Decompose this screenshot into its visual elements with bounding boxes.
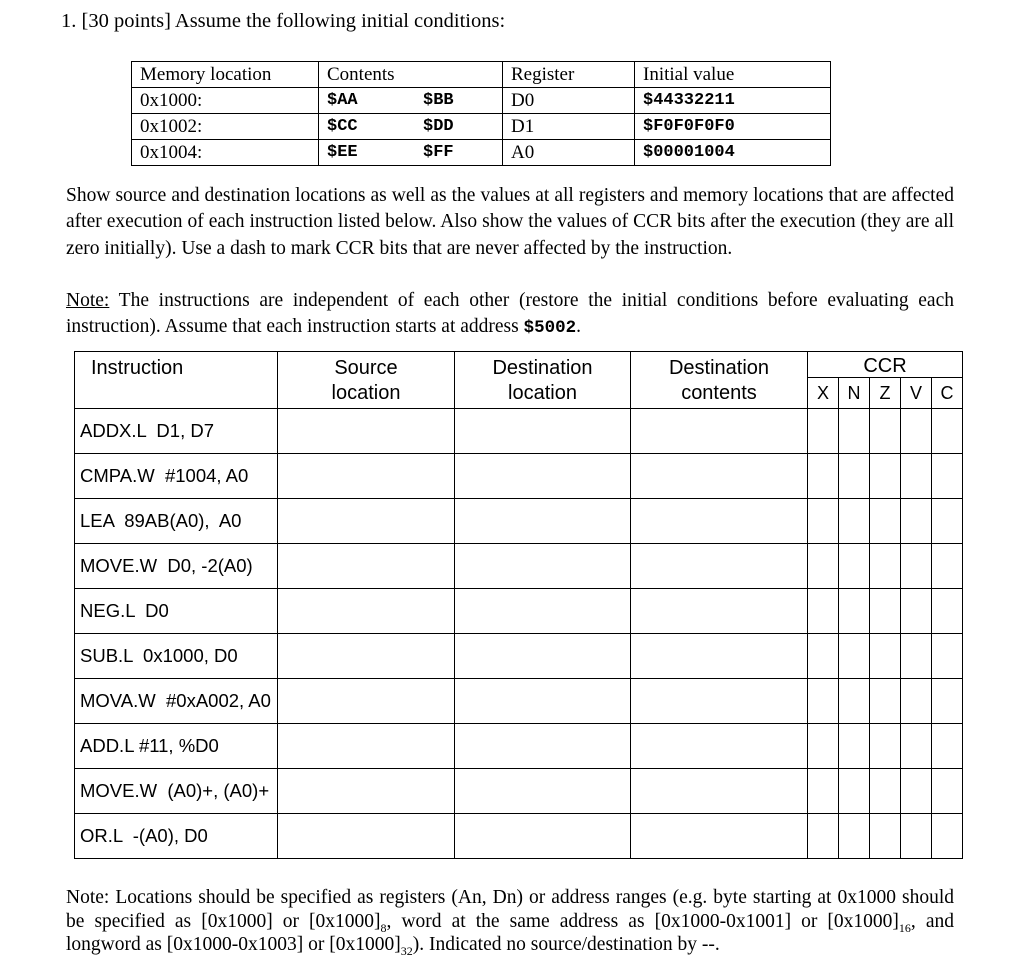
destination-cell[interactable] <box>455 544 631 589</box>
destination-cell[interactable] <box>455 724 631 769</box>
ccr-v-cell[interactable] <box>901 724 932 769</box>
note-label: Note: <box>66 290 110 311</box>
source-cell[interactable] <box>278 409 455 454</box>
table-row <box>75 589 963 634</box>
instruction-cell: LEA 89AB(A0), A0 <box>75 499 278 544</box>
contents-cell[interactable] <box>631 724 808 769</box>
header-instruction: Instruction <box>75 352 278 409</box>
table-row <box>75 634 963 679</box>
memory-location: 0x1000: <box>132 88 319 114</box>
instruction-cell: SUB.L 0x1000, D0 <box>75 634 278 679</box>
ccr-bit-v: V <box>901 378 932 409</box>
independence-note <box>66 288 954 342</box>
location-format-note <box>66 886 954 957</box>
subscript-16: 16 <box>898 920 911 935</box>
memory-location: 0x1002: <box>132 114 319 140</box>
ccr-c-cell[interactable] <box>932 724 963 769</box>
instruction-cell: NEG.L D0 <box>75 589 278 634</box>
subscript-32: 32 <box>400 943 413 958</box>
instruction-cell: ADDX.L D1, D7 <box>75 409 278 454</box>
table-row <box>75 679 963 724</box>
note-text-2: , word at the same address as [0x1000-0x1001] or [0x1000] <box>386 910 899 932</box>
ccr-z-cell[interactable] <box>870 769 901 814</box>
instruction-answer-table <box>74 351 963 859</box>
ccr-x-cell[interactable] <box>808 769 839 814</box>
source-cell[interactable] <box>278 499 455 544</box>
header-source-location: Source location <box>278 352 455 409</box>
contents-cell[interactable] <box>631 589 808 634</box>
instruction-cell: OR.L -(A0), D0 <box>75 814 278 859</box>
table-row <box>132 140 831 166</box>
table-row <box>75 724 963 769</box>
ccr-z-cell[interactable] <box>870 814 901 859</box>
ccr-c-cell[interactable] <box>932 454 963 499</box>
ccr-v-cell[interactable] <box>901 769 932 814</box>
table-header-row <box>75 352 963 378</box>
destination-cell[interactable] <box>455 409 631 454</box>
destination-cell[interactable] <box>455 634 631 679</box>
destination-cell[interactable] <box>455 679 631 724</box>
source-cell[interactable] <box>278 454 455 499</box>
ccr-n-cell[interactable] <box>839 634 870 679</box>
table-row <box>75 814 963 859</box>
register-value: $00001004 <box>635 140 831 166</box>
destination-cell[interactable] <box>455 499 631 544</box>
ccr-v-cell[interactable] <box>901 409 932 454</box>
ccr-n-cell[interactable] <box>839 544 870 589</box>
instruction-cell: CMPA.W #1004, A0 <box>75 454 278 499</box>
contents-cell[interactable] <box>631 814 808 859</box>
ccr-x-cell[interactable] <box>808 634 839 679</box>
ccr-x-cell[interactable] <box>808 724 839 769</box>
memory-content: $BB <box>415 88 503 114</box>
ccr-bit-n: N <box>839 378 870 409</box>
source-cell[interactable] <box>278 814 455 859</box>
source-cell[interactable] <box>278 724 455 769</box>
ccr-c-cell[interactable] <box>932 499 963 544</box>
table-row <box>75 499 963 544</box>
note-text-1: Note: Locations should be specified as registers (An, Dn) or address ranges (e.g. byte starting at 0x1000 should be specified as [0x1000] or [0x1000] <box>66 887 954 932</box>
initial-conditions-table <box>131 61 831 166</box>
ccr-n-cell[interactable] <box>839 454 870 499</box>
ccr-z-cell[interactable] <box>870 679 901 724</box>
question-title: 1. [30 points] Assume the following initial conditions: <box>61 10 506 32</box>
instruction-cell: MOVE.W (A0)+, (A0)+ <box>75 769 278 814</box>
note-text-4: ). Indicated no source/destination by --. <box>412 934 720 955</box>
register-value: $44332211 <box>635 88 831 114</box>
register-name: D0 <box>503 88 635 114</box>
ccr-x-cell[interactable] <box>808 544 839 589</box>
register-name: A0 <box>503 140 635 166</box>
ccr-v-cell[interactable] <box>901 454 932 499</box>
ccr-v-cell[interactable] <box>901 499 932 544</box>
header-memory-location: Memory location <box>132 62 319 88</box>
table-row <box>75 409 963 454</box>
table-row <box>75 544 963 589</box>
memory-location: 0x1004: <box>132 140 319 166</box>
note-text-3: , and longword as [0x1000-0x1003] or [0x1000] <box>66 910 955 955</box>
ccr-bit-c: C <box>932 378 963 409</box>
ccr-x-cell[interactable] <box>808 679 839 724</box>
ccr-z-cell[interactable] <box>870 634 901 679</box>
destination-cell[interactable] <box>455 814 631 859</box>
ccr-c-cell[interactable] <box>932 769 963 814</box>
instruction-rows <box>75 409 963 859</box>
ccr-v-cell[interactable] <box>901 679 932 724</box>
source-cell[interactable] <box>278 589 455 634</box>
source-cell[interactable] <box>278 679 455 724</box>
source-cell[interactable] <box>278 544 455 589</box>
ccr-n-cell[interactable] <box>839 409 870 454</box>
destination-cell[interactable] <box>455 454 631 499</box>
destination-cell[interactable] <box>455 769 631 814</box>
header-ccr: CCR <box>808 352 963 378</box>
instructions-paragraph: Show source and destination locations as well as the values at all registers and memory locations that are affected after execution of each instruction listed below. Also show the values of CCR bits after the execution (they are all zero initially). Use a dash to mark CCR bits that are never affected by the instruction. <box>66 185 954 259</box>
instruction-cell: ADD.L #11, %D0 <box>75 724 278 769</box>
ccr-z-cell[interactable] <box>870 454 901 499</box>
contents-cell[interactable] <box>631 679 808 724</box>
instruction-cell: MOVE.W D0, -2(A0) <box>75 544 278 589</box>
memory-content: $CC <box>319 114 416 140</box>
ccr-x-cell[interactable] <box>808 409 839 454</box>
note-text: The instructions are independent of each other (restore the initial conditions before evaluating each instruction). Assume that each instruction starts at address <box>66 290 954 338</box>
ccr-x-cell[interactable] <box>808 589 839 634</box>
ccr-n-cell[interactable] <box>839 724 870 769</box>
header-contents: Contents <box>319 62 503 88</box>
contents-cell[interactable] <box>631 409 808 454</box>
ccr-n-cell[interactable] <box>839 589 870 634</box>
header-destination-contents: Destination contents <box>631 352 808 409</box>
ccr-c-cell[interactable] <box>932 679 963 724</box>
contents-cell[interactable] <box>631 499 808 544</box>
subscript-8: 8 <box>380 920 387 935</box>
ccr-z-cell[interactable] <box>870 499 901 544</box>
ccr-v-cell[interactable] <box>901 589 932 634</box>
ccr-c-cell[interactable] <box>932 589 963 634</box>
ccr-v-cell[interactable] <box>901 544 932 589</box>
table-row <box>75 454 963 499</box>
source-cell[interactable] <box>278 634 455 679</box>
header-destination-location: Destination location <box>455 352 631 409</box>
ccr-n-cell[interactable] <box>839 814 870 859</box>
memory-content: $AA <box>319 88 416 114</box>
start-address: $5002 <box>523 318 577 339</box>
header-register: Register <box>503 62 635 88</box>
ccr-c-cell[interactable] <box>932 634 963 679</box>
ccr-bit-z: Z <box>870 378 901 409</box>
ccr-n-cell[interactable] <box>839 499 870 544</box>
table-row <box>75 769 963 814</box>
ccr-v-cell[interactable] <box>901 634 932 679</box>
source-cell[interactable] <box>278 769 455 814</box>
contents-cell[interactable] <box>631 454 808 499</box>
ccr-x-cell[interactable] <box>808 454 839 499</box>
ccr-x-cell[interactable] <box>808 499 839 544</box>
ccr-c-cell[interactable] <box>932 544 963 589</box>
ccr-bit-x: X <box>808 378 839 409</box>
table-row <box>132 88 831 114</box>
ccr-c-cell[interactable] <box>932 409 963 454</box>
ccr-z-cell[interactable] <box>870 724 901 769</box>
destination-cell[interactable] <box>455 589 631 634</box>
ccr-z-cell[interactable] <box>870 544 901 589</box>
register-name: D1 <box>503 114 635 140</box>
ccr-v-cell[interactable] <box>901 814 932 859</box>
register-value: $F0F0F0F0 <box>635 114 831 140</box>
ccr-x-cell[interactable] <box>808 814 839 859</box>
memory-content: $DD <box>415 114 503 140</box>
table-header-row <box>132 62 831 88</box>
note-end: . <box>576 316 582 338</box>
header-initial-value: Initial value <box>635 62 831 88</box>
contents-cell[interactable] <box>631 634 808 679</box>
ccr-z-cell[interactable] <box>870 409 901 454</box>
memory-content: $FF <box>415 140 503 166</box>
ccr-n-cell[interactable] <box>839 769 870 814</box>
instruction-cell: MOVA.W #0xA002, A0 <box>75 679 278 724</box>
table-row <box>132 114 831 140</box>
memory-content: $EE <box>319 140 416 166</box>
ccr-z-cell[interactable] <box>870 589 901 634</box>
contents-cell[interactable] <box>631 769 808 814</box>
ccr-c-cell[interactable] <box>932 814 963 859</box>
ccr-n-cell[interactable] <box>839 679 870 724</box>
contents-cell[interactable] <box>631 544 808 589</box>
